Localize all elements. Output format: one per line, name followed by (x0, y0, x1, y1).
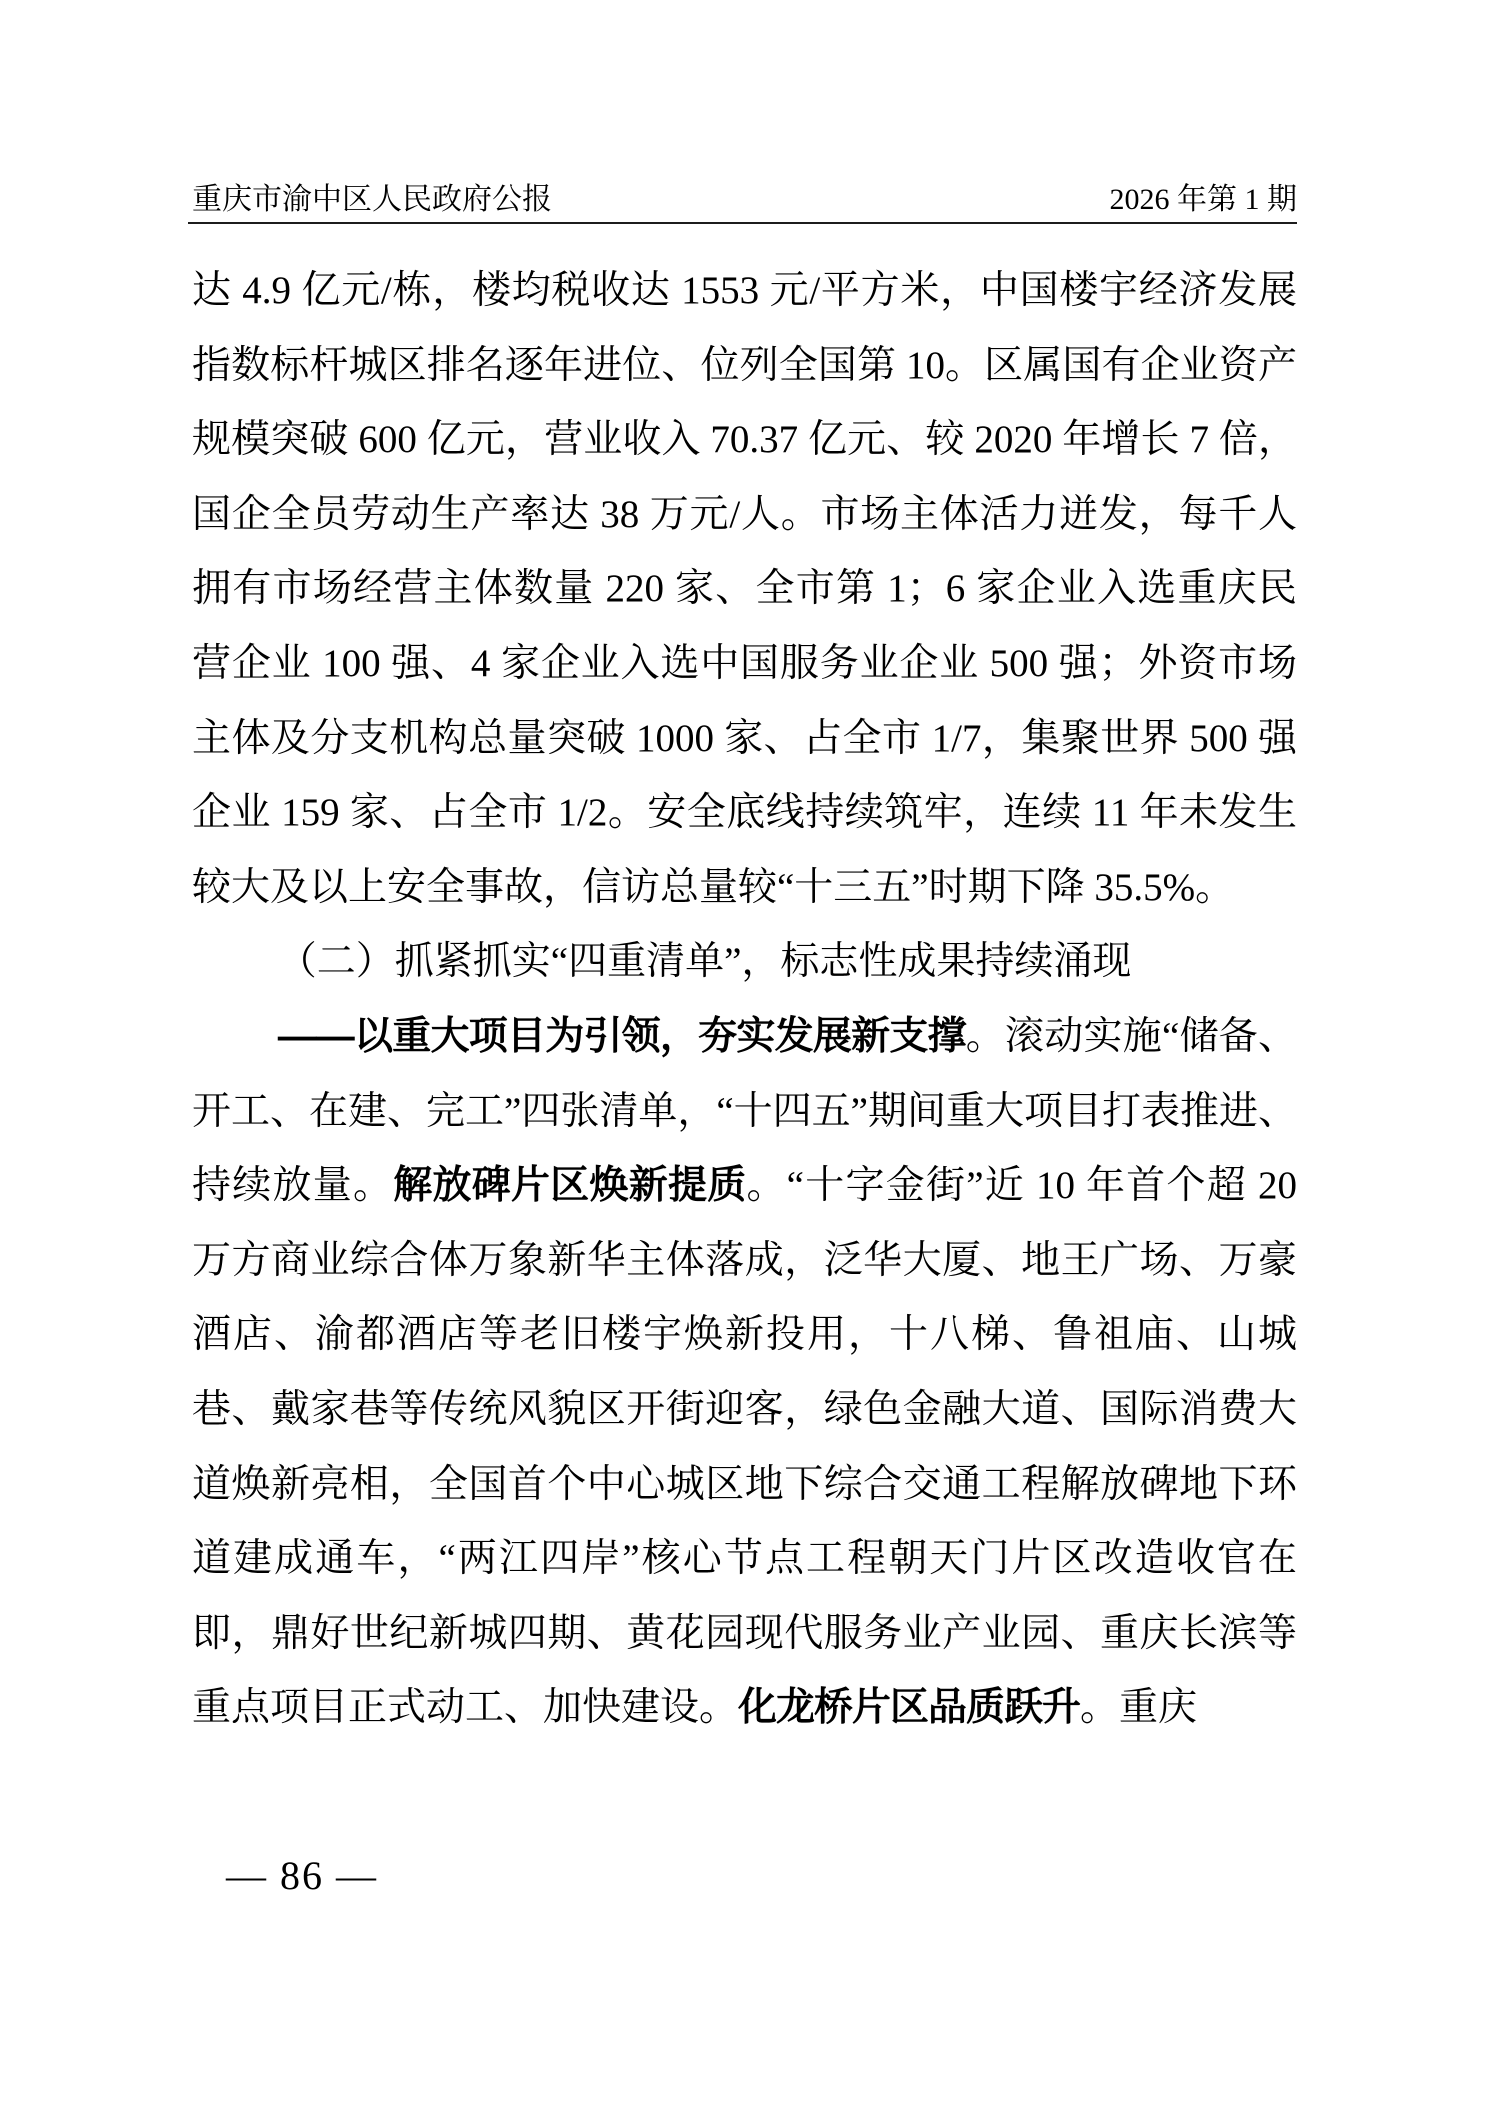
issue-label: 2026 年第 1 期 (1109, 183, 1297, 216)
document-body (192, 254, 1297, 1746)
text-run-bold: 解放碑片区焕新提质 (393, 1164, 747, 1208)
body-paragraph-continuation: 达 4.9 亿元/栋，楼均税收达 1553 元/平方米，中国楼宇经济发展指数标杆城区排名逐年进位、位列全国第 10。区属国有企业资产规模突破 600 亿元，营业收入 70.37 亿元、较 2020 年增长 7 倍，国企全员劳动生产率达 38 万元/人。市场主体活力迸发，每千人拥有市场经营主体数量 220 家、全市第 1；6 家企业入选重庆民营企业 100 强、4 家企业入选中国服务业企业 500 强；外资市场主体及分支机构总量突破 1000 家、占全市 1/7，集聚世界 500 强企业 159 家、占全市 1/2。安全底线持续筑牢，连续 11 年未发生较大及以上安全事故，信访总量较“十三五”时期下降 35.5%。 (192, 269, 1297, 909)
text-run: 。“十字金街”近 10 年首个超 20 万方商业综合体万象新华主体落成，泛华大厦、地王广场、万豪酒店、渝都酒店等老旧楼宇焕新投用，十八梯、鲁祖庙、山城巷、戴家巷等传统风貌区开街迎客，绿色金融大道、国际消费大道焕新亮相，全国首个中心城区地下综合交通工程解放碑地下环道建成通车，“两江四岸”核心节点工程朝天门片区改造收官在即，鼎好世纪新城四期、黄花园现代服务业产业园、重庆长滨等重点项目正式动工、加快建设。 (192, 1164, 1297, 1730)
text-run: 。重庆 (1080, 1686, 1198, 1730)
header-divider-rule (188, 222, 1297, 224)
text-run-bold: 化龙桥片区品质跃升 (738, 1686, 1081, 1730)
text-run-bold: ——以重大项目为引领，夯实发展新支撑 (277, 1014, 966, 1058)
page-number: — 86 — (226, 1853, 378, 1898)
gazette-title: 重庆市渝中区人民政府公报 (192, 183, 552, 216)
section-heading: （二）抓紧抓实“四重清单”，标志性成果持续涌现 (277, 940, 1132, 984)
text-run: 。滚动实施“储备、开工、在建、完工”四张清单，“十四五”期间重大项目打表推进、持续放量。 (192, 1014, 1297, 1208)
page-header (192, 183, 1297, 217)
body-paragraph-projects (192, 1000, 1297, 1746)
